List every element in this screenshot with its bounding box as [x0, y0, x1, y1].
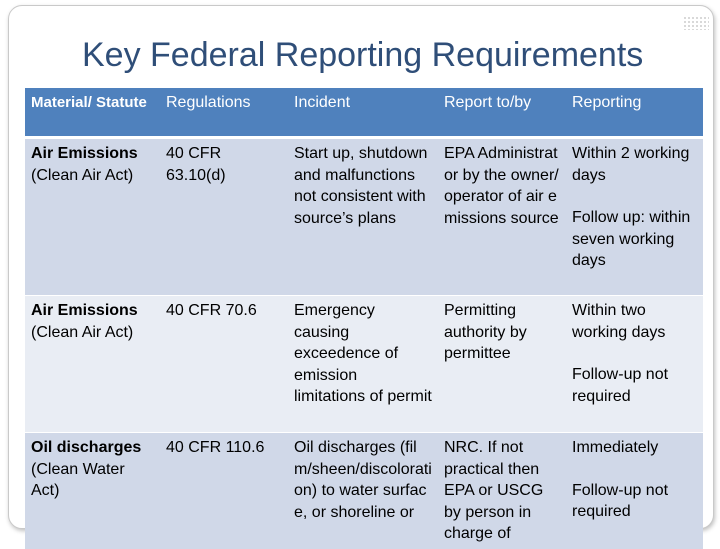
- table-row: [25, 433, 703, 549]
- header-reporting: Reporting: [566, 88, 703, 138]
- statute-name: (Clean Air Act): [31, 323, 134, 341]
- reporting-cell: [566, 296, 703, 433]
- header-material-statute: Material/ Statute: [25, 88, 160, 138]
- header-report-to-by: Report to/by: [438, 88, 566, 138]
- regulation-cell: 40 CFR 110.6: [160, 433, 288, 549]
- reporting-follow-up: Follow up: within seven working days: [572, 209, 691, 269]
- reporting-follow-up: Follow-up not required: [572, 481, 669, 520]
- reporting-deadline: Immediately: [572, 439, 659, 456]
- reporting-cell: [566, 138, 703, 296]
- slide-title: Key Federal Reporting Requirements: [82, 36, 644, 74]
- header-regulations: Regulations: [160, 88, 288, 138]
- reporting-follow-up: Follow-up not required: [572, 366, 669, 405]
- incident-cell: Emergency causing exceedence of emission limitations of permit: [288, 296, 438, 433]
- material-name: Air Emissions: [31, 145, 138, 162]
- reporting-deadline: Within two working days: [572, 302, 666, 341]
- reporting-deadline: Within 2 working days: [572, 145, 690, 184]
- table-row: [25, 296, 703, 433]
- report-to-cell: NRC. If not practical then EPA or USCG by person in charge of: [438, 433, 566, 549]
- table-row: [25, 138, 703, 296]
- table-header-row: [25, 88, 703, 138]
- material-cell: [25, 433, 160, 549]
- corner-dots-decoration: [683, 16, 709, 30]
- incident-cell: Start up, shutdown and malfunctions not consistent with source’s plans: [288, 138, 438, 296]
- header-incident: Incident: [288, 88, 438, 138]
- reporting-cell: [566, 433, 703, 549]
- material-cell: [25, 296, 160, 433]
- statute-name: (Clean Air Act): [31, 166, 134, 184]
- report-to-cell: EPA Administrator by the owner/operator of air emissions source: [438, 138, 566, 296]
- material-cell: [25, 138, 160, 296]
- reporting-requirements-table: [25, 88, 703, 549]
- regulation-cell: 40 CFR 70.6: [160, 296, 288, 433]
- material-name: Oil discharges: [31, 439, 142, 456]
- regulation-cell: 40 CFR 63.10(d): [160, 138, 288, 296]
- material-name: Air Emissions: [31, 302, 138, 319]
- report-to-cell: Permitting authority by permittee: [438, 296, 566, 433]
- statute-name: (Clean Water Act): [31, 460, 125, 499]
- incident-cell: Oil discharges (film/sheen/discoloration) to water surface, or shoreline or: [288, 433, 438, 549]
